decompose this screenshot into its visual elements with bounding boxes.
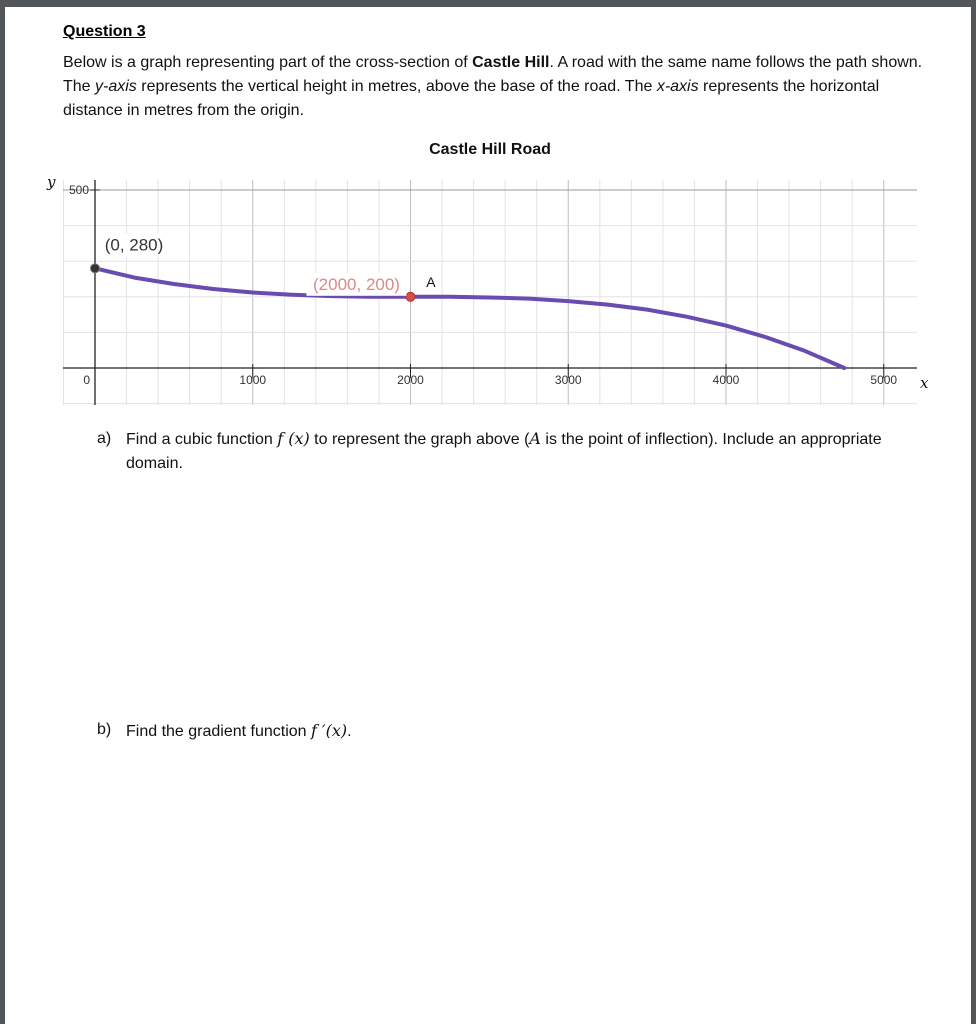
x-tick-label: 4000	[712, 373, 740, 387]
intro-text-3: represents the vertical height in metres, above the base of the road. The	[136, 78, 657, 95]
part-b-text-2: .	[347, 723, 352, 740]
data-point	[406, 292, 415, 301]
part-b-text	[126, 721, 352, 741]
part-b-math-fprime: f ′(x)	[311, 721, 348, 740]
part-a-text-2: to represent the graph above (	[309, 431, 530, 448]
x-axis-label: x	[920, 374, 929, 392]
part-b-label: b)	[97, 721, 112, 738]
question-title: Question 3	[63, 23, 146, 40]
intro-x-axis: x-axis	[656, 78, 699, 95]
part-a-text-1: Find a cubic function	[126, 431, 278, 448]
x-tick-label: 0	[83, 373, 90, 387]
x-tick-label: 3000	[554, 373, 582, 387]
y-tick-label: 500	[68, 183, 89, 197]
document-page	[5, 7, 971, 1024]
chart-title: Castle Hill Road	[429, 141, 551, 158]
part-a-math-fx: f (x)	[277, 429, 310, 448]
intro-text-2: . A road with the same name follows the path shown. The	[63, 54, 923, 95]
x-tick-label: 2000	[397, 373, 424, 387]
x-tick-label: 1000	[239, 373, 267, 387]
point-label: (2000, 200)	[313, 274, 400, 294]
data-point	[91, 264, 100, 273]
y-axis-label: y	[47, 173, 56, 191]
intro-bold-castle-hill: Castle Hill	[472, 54, 550, 71]
intro-text-1: Below is a graph representing part of the cross-section of	[63, 54, 473, 71]
series-line	[95, 268, 844, 368]
part-a-label: a)	[97, 430, 112, 447]
part-a-math-a: A	[529, 429, 541, 448]
x-tick-label: 5000	[870, 373, 898, 387]
part-a-text-3: is the point of inflection). Include an appropriate domain.	[126, 431, 882, 472]
inflection-label: A	[426, 273, 436, 290]
road-graph	[5, 7, 971, 427]
part-b-text-1: Find the gradient function	[126, 723, 312, 740]
intro-text-4: represents the horizontal distance in metres from the origin.	[63, 78, 880, 119]
grid	[63, 180, 917, 405]
part-a-text	[126, 427, 896, 476]
point-label: (0, 280)	[104, 235, 164, 255]
intro-y-axis: y-axis	[95, 78, 137, 95]
